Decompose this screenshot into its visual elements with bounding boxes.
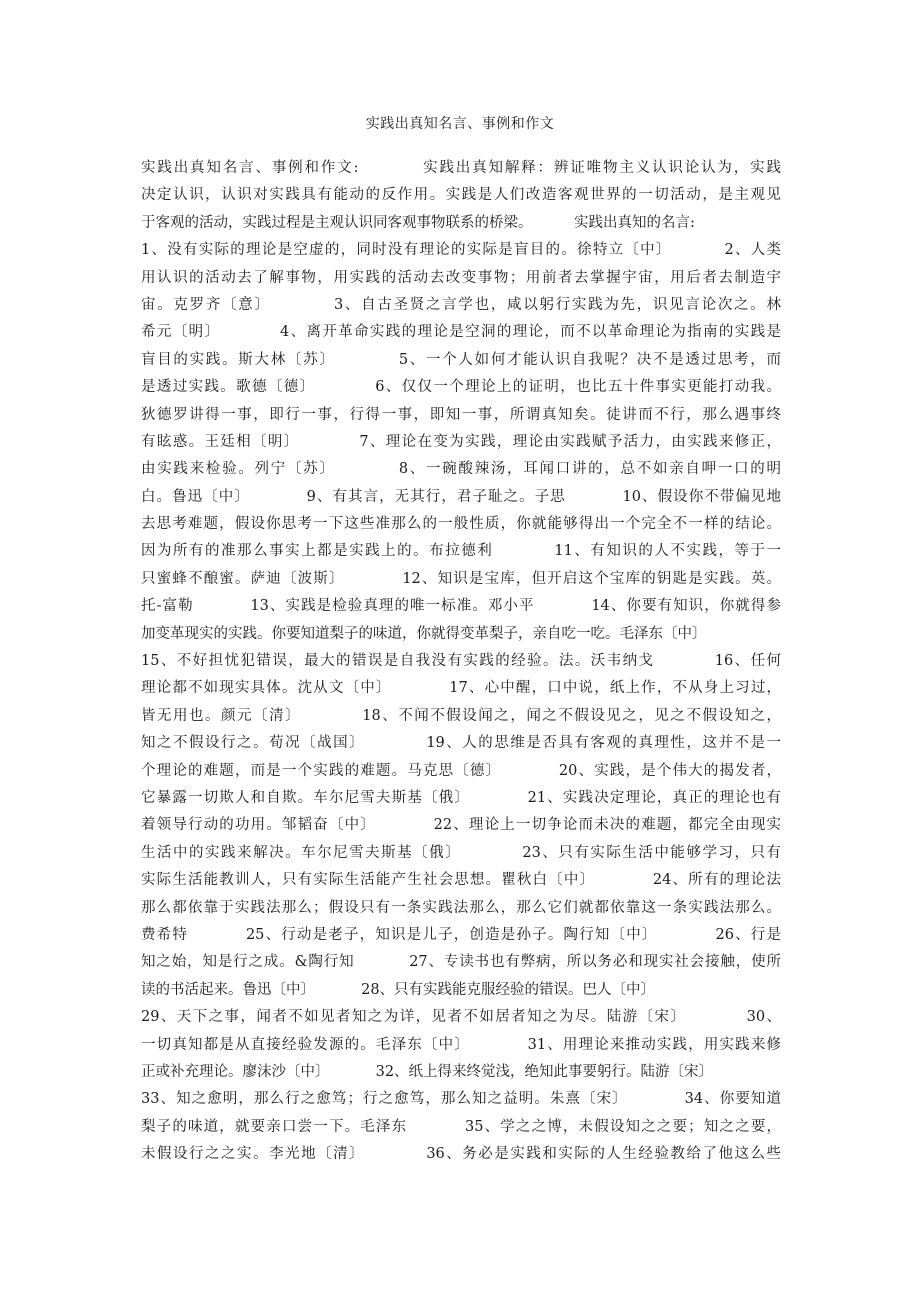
text-line: 那么都依靠于实践法那么；假设只有一条实践法那么，那么它们就都依靠这一条实践法那么。 xyxy=(141,899,781,916)
text-line: 由实践来检验。列宁〔苏〕 8、一碗酸辣汤，耳闻口讲的，总不如亲自呷一口的明 xyxy=(141,461,781,478)
text-line: 梨子的味道，就要亲口尝一下。毛泽东 35、学之之博，未假设知之之要；知之之要， xyxy=(141,1118,781,1135)
text-line: 正或补充理论。廖沫沙〔中〕 32、纸上得来终觉浅，绝知此事要躬行。陆游〔宋〕 xyxy=(141,1063,714,1080)
text-line: 皆无用也。颜元〔清〕 18、不闻不假设闻之，闻之不假设见之，见之不假设知之， xyxy=(141,707,781,724)
text-line: 15、不好担忧犯错误，最大的错误是自我没有实践的经验。法。沃韦纳戈 16、任何 xyxy=(141,653,781,670)
text-line: 实践出真知名言、事例和作文: 实践出真知解释：辨证唯物主义认识论认为，实践 xyxy=(141,160,781,176)
text-line: 因为所有的准那么事实上都是实践上的。布拉德利 11、有知识的人不实践，等于一 xyxy=(141,543,781,560)
text-line: 实际生活能教训人，只有实际生活能产生社会思想。瞿秋白〔中〕 24、所有的理论法 xyxy=(141,872,781,889)
text-line: 托-富勒 13、实践是检验真理的唯一标准。邓小平 14、你要有知识，你就得参 xyxy=(141,598,781,615)
text-line: 33、知之愈明，那么行之愈笃；行之愈笃，那么知之益明。朱熹〔宋〕 34、你要知道 xyxy=(141,1091,781,1108)
text-line: 狄德罗讲得一事，即行一事，行得一事，即知一事，所谓真知矣。徒讲而不行，那么遇事终 xyxy=(141,406,781,423)
text-line: 生活中的实践来解决。车尔尼雪夫斯基〔俄〕 23、只有实际生活中能够学习，只有 xyxy=(141,844,781,861)
text-line: 29、天下之事，闻者不如见者知之为详，见者不如居者知之为尽。陆游〔宋〕 30、 xyxy=(141,1009,781,1026)
text-line: 只蜜蜂不酿蜜。萨迪〔波斯〕 12、知识是宝库，但开启这个宝库的钥匙是实践。英。 xyxy=(141,570,781,587)
text-line: 着领导行动的功用。邹韬奋〔中〕 22、理论上一切争论而未决的难题，都完全由现实 xyxy=(141,817,781,834)
text-line: 去思考难题，假设你思考一下这些准那么的一般性质，你就能够得出一个完全不一样的结论。 xyxy=(141,516,781,533)
text-line: 未假设行之之实。李光地〔清〕 36、务必是实践和实际的人生经验教给了他这么些 xyxy=(141,1146,781,1163)
text-line: 盲目的实践。斯大林〔苏〕 5、一个人如何才能认识自我呢？决不是透过思考，而 xyxy=(141,351,781,368)
text-line: 加变革现实的实践。你要知道梨子的味道，你就得变革梨子，亲自吃一吃。毛泽东〔中〕 xyxy=(141,625,707,642)
text-line: 知之始，知是行之成。&陶行知 27、专读书也有弊病，所以务必和现实社会接触，使所 xyxy=(141,954,781,971)
text-line: 一切真知都是从直接经验发源的。毛泽东〔中〕 31、用理论来推动实践，用实践来修 xyxy=(141,1036,781,1053)
text-line: 它暴露一切欺人和自欺。车尔尼雪夫斯基〔俄〕 21、实践决定理论，真正的理论也有 xyxy=(141,789,781,806)
text-line: 1、没有实际的理论是空虚的，同时没有理论的实际是盲目的。徐特立〔中〕 2、人类 xyxy=(141,242,781,259)
text-line: 知之不假设行之。荀况〔战国〕 19、人的思维是否具有客观的真理性，这并不是一 xyxy=(141,735,781,752)
text-line: 理论都不如现实具体。沈从文〔中〕 17、心中醒，口中说，纸上作，不从身上习过， xyxy=(141,680,781,697)
document-body xyxy=(141,155,781,1168)
text-line: 用认识的活动去了解事物，用实践的活动去改变事物；用前者去掌握宇宙，用后者去制造宇 xyxy=(141,269,781,286)
text-line: 有眩惑。王廷相〔明〕 7、理论在变为实践，理论由实践赋予活力，由实践来修正， xyxy=(141,433,781,450)
text-line: 读的书活起来。鲁迅〔中〕 28、只有实践能克服经验的错误。巴人〔中〕 xyxy=(141,981,656,998)
document-title: 实践出真知名言、事例和作文 xyxy=(365,116,555,132)
text-line: 宙。克罗齐〔意〕 3、自古圣贤之言学也，咸以躬行实践为先，识见言论次之。林 xyxy=(141,296,781,313)
text-line: 是透过实践。歌德〔德〕 6、仅仅一个理论上的证明，也比五十件事实更能打动我。 xyxy=(141,379,781,396)
text-line: 个理论的难题，而是一个实践的难题。马克思〔德〕 20、实践，是个伟大的揭发者， xyxy=(141,762,781,779)
text-line: 于客观的活动，实践过程是主观认识同客观事物联系的桥梁。 实践出真知的名言: xyxy=(141,214,695,231)
text-line: 费希特 25、行动是老子，知识是儿子，创造是孙子。陶行知〔中〕 26、行是 xyxy=(141,926,781,943)
text-line: 决定认识，认识对实践具有能动的反作用。实践是人们改造客观世界的一切活动，是主观见 xyxy=(141,187,781,204)
text-line: 希元〔明〕 4、离开革命实践的理论是空洞的理论，而不以革命理论为指南的实践是 xyxy=(141,324,781,341)
text-line: 白。鲁迅〔中〕 9、有其言，无其行，君子耻之。子思 10、假设你不带偏见地 xyxy=(141,488,781,505)
